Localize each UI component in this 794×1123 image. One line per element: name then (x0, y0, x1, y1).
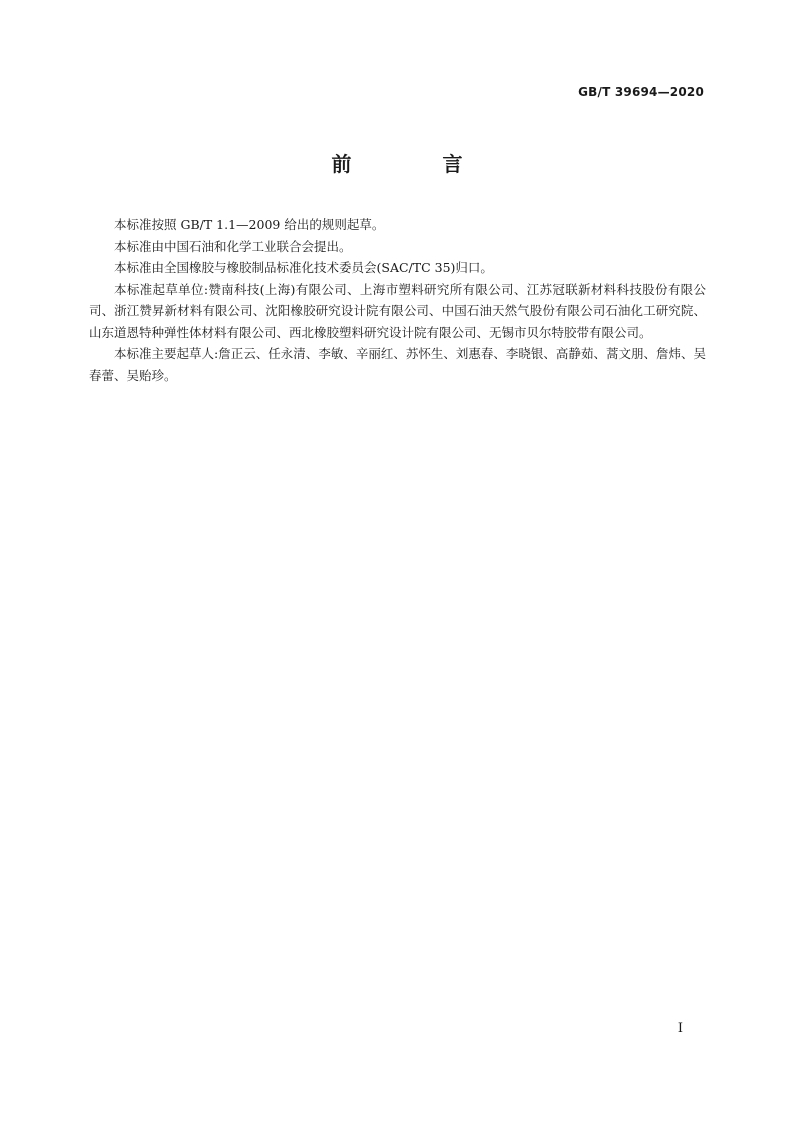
paragraph-main-drafters: 本标准主要起草人:詹正云、任永清、李敏、辛丽红、苏怀生、刘惠春、李晓银、高静茹、蒿文朋、詹炜、吴春蕾、吴贻珍。 (89, 346, 706, 383)
paragraph-drafting-rules: 本标准按照 GB/T 1.1—2009 给出的规则起草。 (114, 217, 385, 232)
page-number: I (677, 1021, 683, 1036)
paragraph-centralized-unit: 本标准由全国橡胶与橡胶制品标准化技术委员会(SAC/TC 35)归口。 (114, 260, 493, 275)
page-title: 前 言 (331, 152, 505, 176)
paragraph-drafting-units: 本标准起草单位:赞南科技(上海)有限公司、上海市塑料研究所有限公司、江苏冠联新材料科技股份有限公司、浙江赞昇新材料有限公司、沈阳橡胶研究设计院有限公司、中国石油天然气股份有限公司石油化工研究院、山东道恩特种弹性体材料有限公司、西北橡胶塑料研究设计院有限公司、无锡市贝尔特胶带有限公司。 (89, 281, 706, 340)
paragraph-proposer: 本标准由中国石油和化学工业联合会提出。 (114, 238, 352, 254)
standard-code: GB/T 39694—2020 (578, 85, 704, 99)
foreword-body (89, 214, 706, 386)
